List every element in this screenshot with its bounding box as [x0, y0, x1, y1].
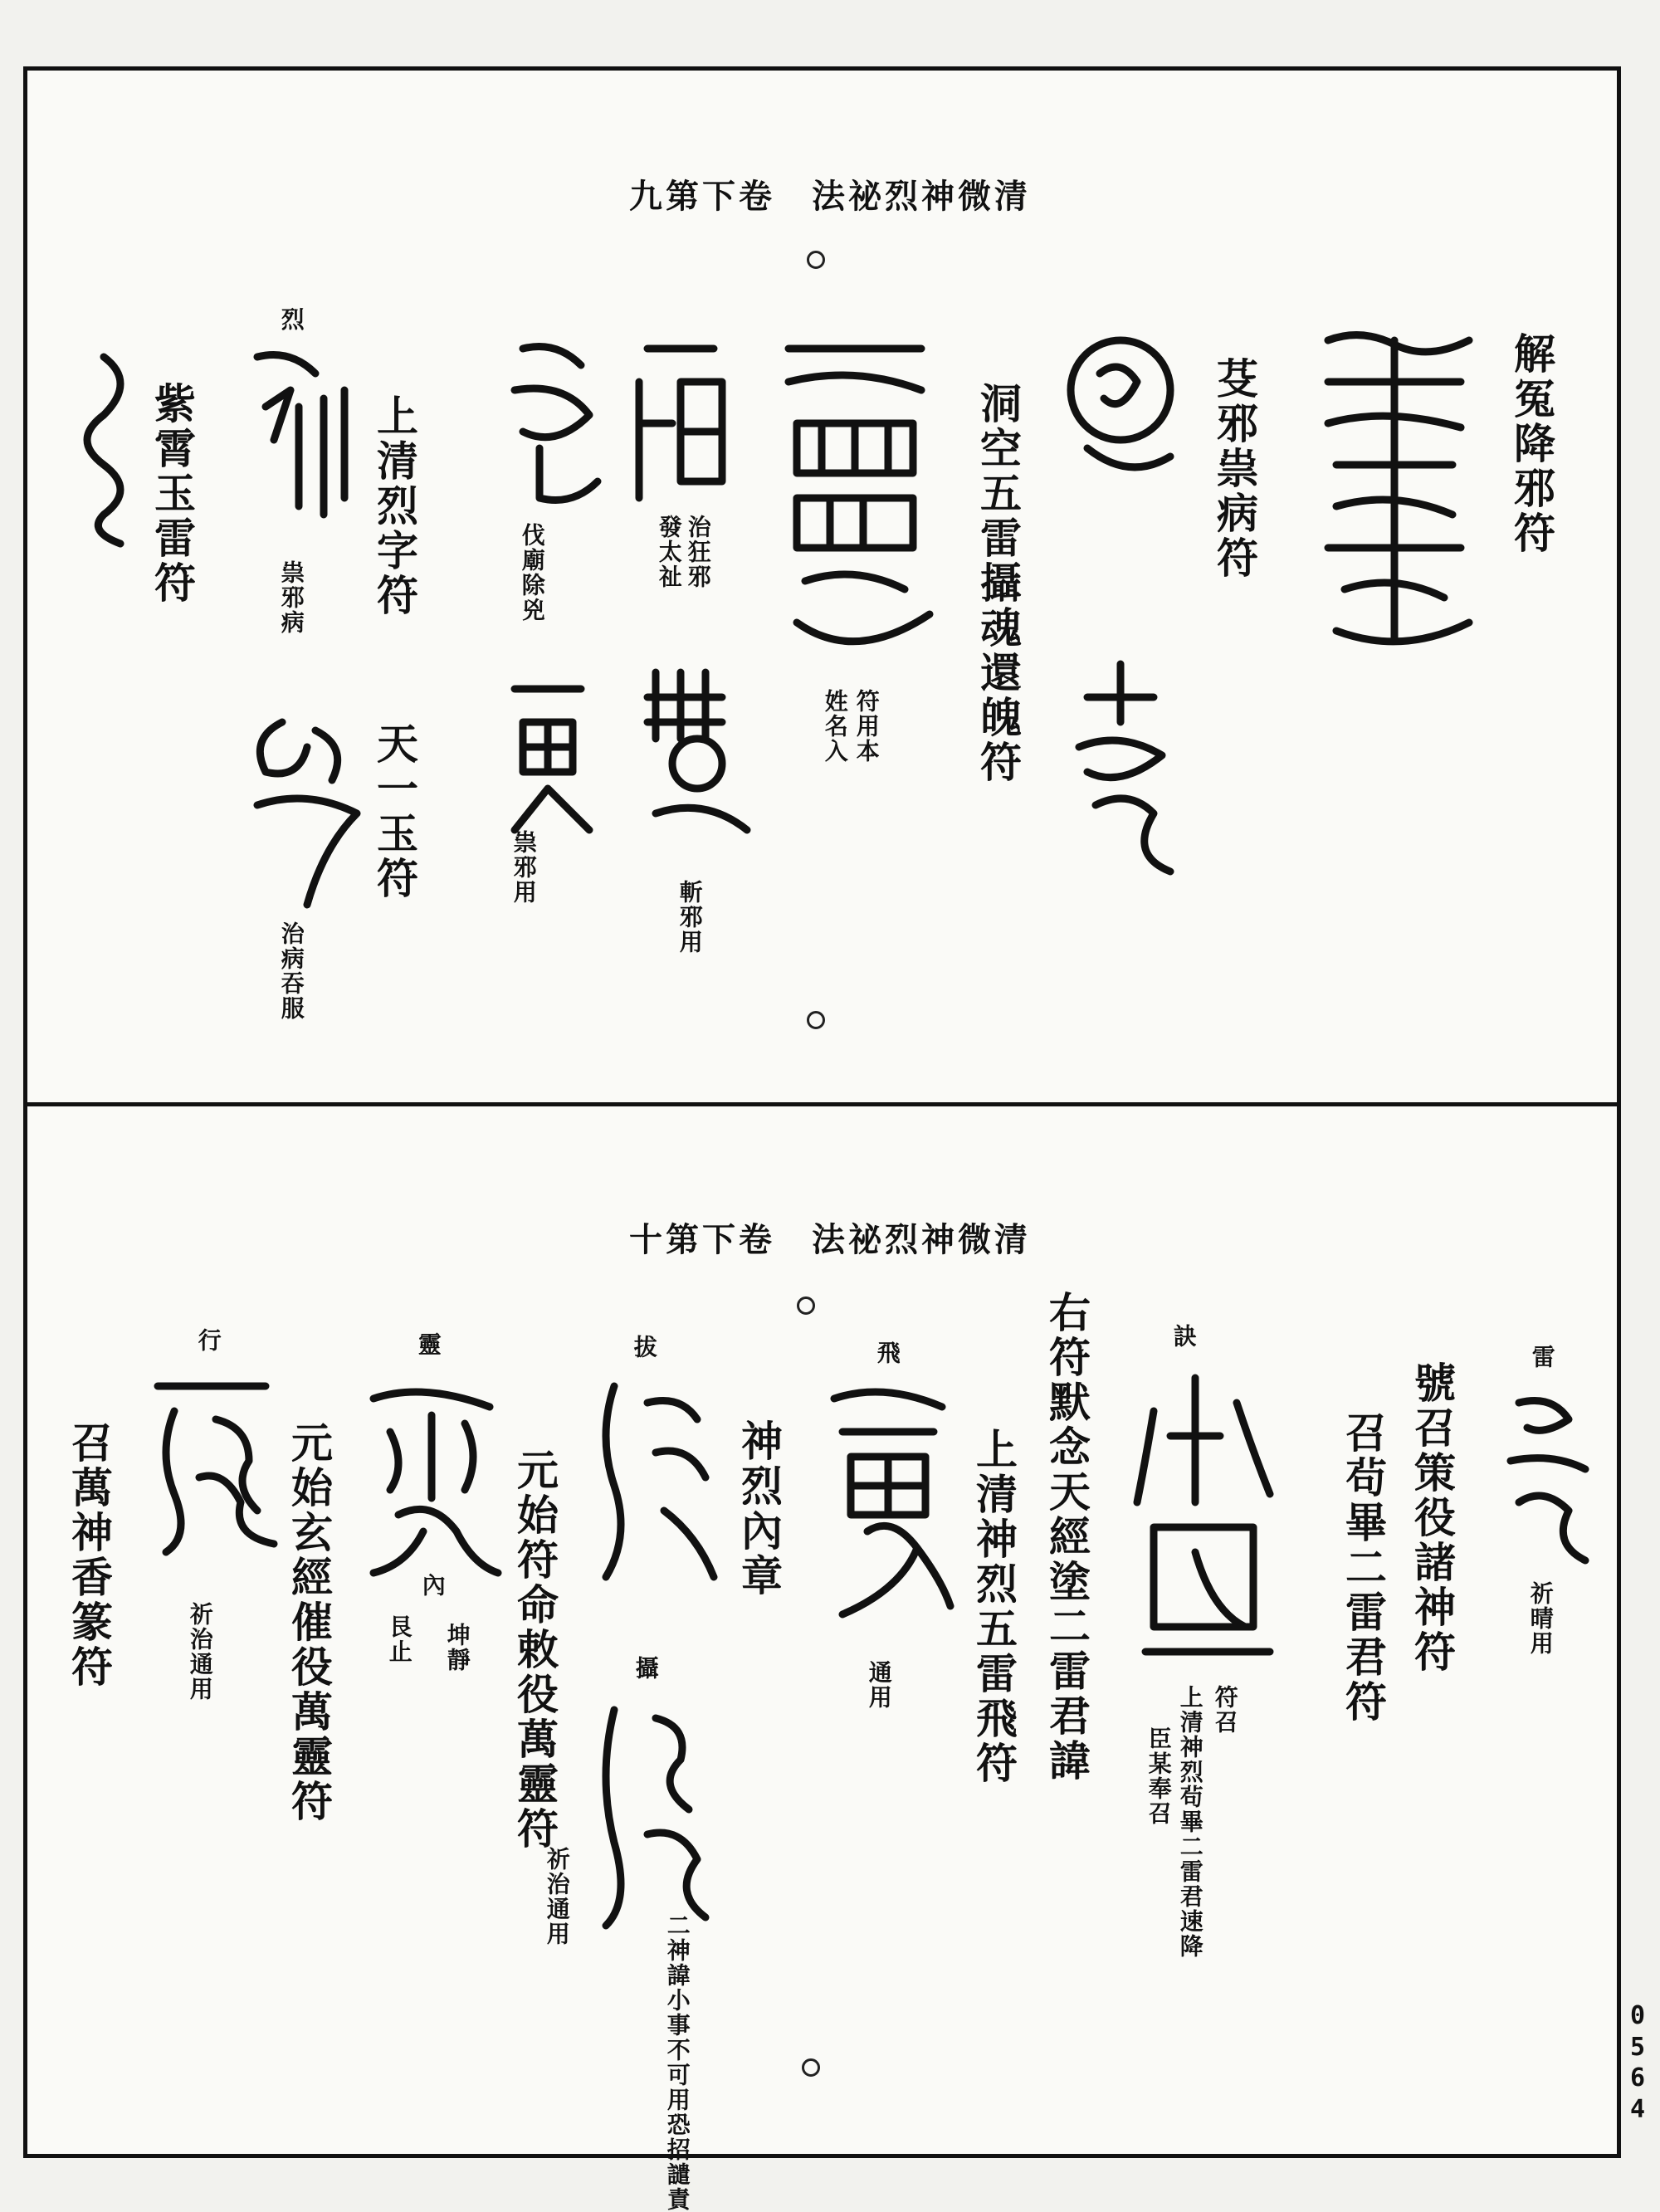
- bottom-label-she: 攝: [632, 1656, 660, 1681]
- talisman-river-icon: [241, 340, 357, 540]
- bottom-note-ershen: 二神諱小事不可用恐招譴責: [663, 1913, 691, 2212]
- binding-hole: [807, 251, 825, 269]
- bottom-title-zhaogou: 召茍畢二雷君符: [1339, 1411, 1388, 1725]
- talisman-flow-icon: [581, 1693, 714, 1934]
- bottom-header: [0, 1213, 1660, 1261]
- bottom-note-fuzhao: 符召: [1211, 1685, 1239, 1735]
- talisman-house-icon: [818, 1374, 959, 1623]
- talisman-moon-icon: [141, 1361, 282, 1560]
- talisman-grid-seal-icon: [631, 664, 764, 847]
- talisman-swirl-icon: [232, 706, 374, 913]
- bottom-title-shenlie-neizhang: 神烈內章: [735, 1419, 784, 1599]
- bottom-note-tongyong: 通用: [865, 1660, 893, 1710]
- bottom-note-qizhi-1: 祈治通用: [543, 1847, 571, 1946]
- top-header-volume: 卷下第九: [629, 177, 775, 216]
- bottom-note-qizhi-2: 祈治通用: [186, 1602, 214, 1702]
- bottom-label-xing: 行: [194, 1328, 222, 1353]
- bottom-label-ba: 拔: [630, 1335, 658, 1360]
- top-title-shanxie: 芟邪祟病符: [1210, 357, 1259, 581]
- talisman-cloud-icon: [1494, 1386, 1602, 1569]
- talisman-spring-icon: [357, 1365, 506, 1581]
- talisman-field-icon: [498, 672, 598, 838]
- top-note-fataizhi: 發太祉: [655, 515, 683, 589]
- top-header-book: 清微神烈祕法: [812, 177, 1031, 216]
- top-title-tianyi: 天一玉符: [370, 722, 419, 901]
- talisman-cross-icon: [1129, 1361, 1278, 1668]
- bottom-title-shangqing-shenlie: 上清神烈五雷飛符: [969, 1428, 1018, 1786]
- talisman-seal-icon: [1311, 324, 1486, 672]
- top-note-zhikuang: 治狂邪: [684, 515, 712, 589]
- bottom-title-haozhao: 號召策役諸神符: [1408, 1361, 1457, 1675]
- talisman-wind-icon: [581, 1370, 722, 1585]
- top-note-suixiebing: 祟邪病: [277, 560, 305, 635]
- page-number: 0564: [1629, 2001, 1646, 2124]
- top-note-xingming: 姓名入: [821, 689, 849, 764]
- binding-hole: [802, 2058, 820, 2077]
- top-title-jiexiang: 解冤降邪符: [1507, 332, 1556, 556]
- bottom-title-yuanshi-xuanjing: 元始玄經催役萬靈符: [285, 1421, 334, 1824]
- bottom-note-chen: 臣某奉召: [1145, 1726, 1173, 1826]
- bottom-label-ling: 靈: [414, 1332, 442, 1357]
- bottom-label-fei: 飛: [873, 1340, 901, 1365]
- binding-hole: [807, 1011, 825, 1029]
- talisman-tower-icon: [772, 332, 938, 681]
- talisman-hook-icon: [490, 332, 614, 515]
- talisman-tree-icon: [622, 332, 739, 515]
- top-title-zixiao: 紫霄玉雷符: [148, 382, 197, 606]
- bottom-label-nei: 內: [418, 1573, 447, 1598]
- bottom-title-youfu: 右符默念天經塗二雷君諱: [1042, 1291, 1091, 1784]
- top-note-suixie: 祟邪用: [510, 830, 538, 905]
- bottom-note-genzhi: 艮止: [385, 1614, 413, 1664]
- top-note-zhanxie: 斬邪用: [676, 880, 704, 955]
- top-note-fuyong: 符用本: [852, 689, 881, 764]
- top-note-zhibing: 治病吞服: [277, 921, 305, 1021]
- bottom-header-volume: 卷下第十: [629, 1220, 775, 1259]
- bottom-note-shangqing-long: 上清神烈茍畢二雷君速降: [1176, 1685, 1204, 1959]
- talisman-wave-icon: [79, 349, 145, 548]
- talisman-script-icon: [1062, 656, 1187, 880]
- bottom-note-kunjing: 坤靜: [443, 1623, 471, 1672]
- bottom-title-zhaowanshen: 召萬神香篆符: [65, 1421, 114, 1690]
- bottom-label-lei: 雷: [1528, 1345, 1556, 1370]
- bottom-note-qiqing: 祈晴用: [1526, 1581, 1555, 1656]
- bottom-title-yuanshi-fuming: 元始符命敕役萬靈符: [510, 1448, 559, 1852]
- top-note-famiao: 伐廟除兇: [518, 523, 546, 623]
- talisman-circle-icon: [1054, 324, 1187, 490]
- top-label-lie: 烈: [277, 307, 305, 332]
- top-title-dongkong: 洞空五雷攝魂還魄符: [974, 382, 1023, 785]
- panel-divider: [23, 1102, 1621, 1106]
- bottom-header-book: 清微神烈祕法: [812, 1220, 1031, 1259]
- binding-hole: [797, 1296, 815, 1315]
- top-header: [0, 170, 1660, 217]
- bottom-label-jue: 訣: [1169, 1324, 1198, 1349]
- top-title-shangqing: 上清烈字符: [370, 394, 419, 618]
